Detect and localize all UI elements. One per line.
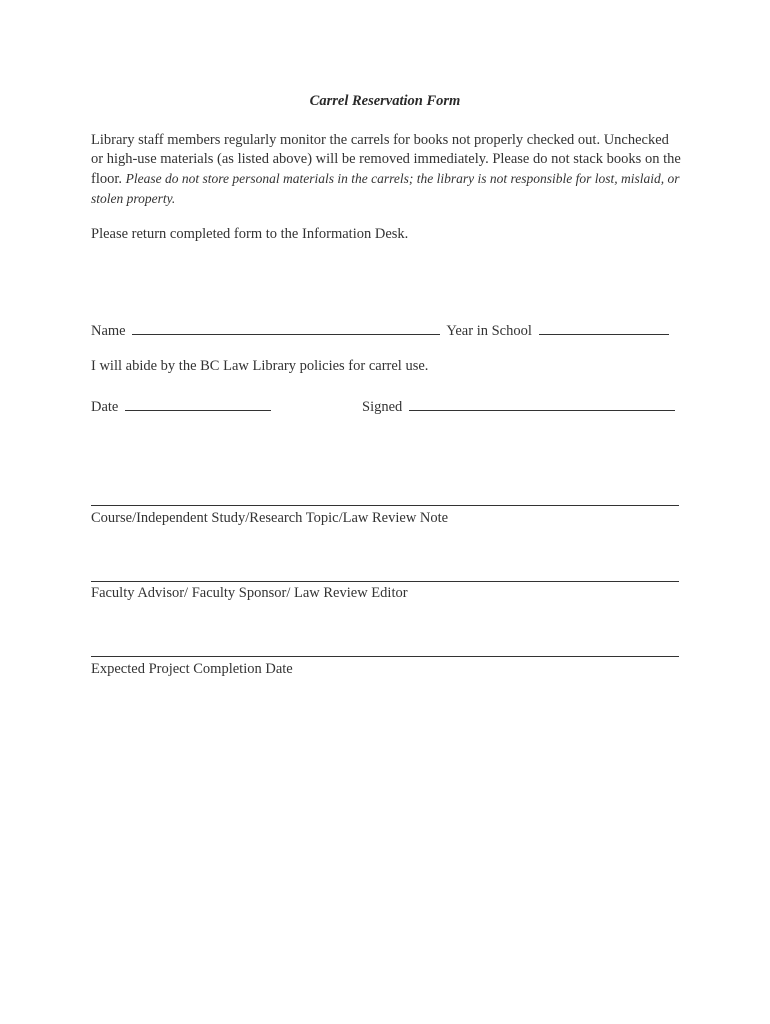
date-label: Date	[91, 399, 119, 415]
name-row	[91, 320, 672, 340]
name-label: Name	[91, 323, 126, 339]
year-label: Year in School	[446, 323, 532, 339]
year-field[interactable]	[539, 320, 669, 335]
date-field[interactable]	[125, 396, 271, 411]
name-field[interactable]	[132, 320, 440, 335]
intro-disclaimer: Please do not store personal materials in the carrels; the library is not responsible for lost, mislaid, or stolen property.	[91, 171, 680, 206]
policy-statement: I will abide by the BC Law Library policies for carrel use.	[91, 358, 429, 374]
signature-field[interactable]	[409, 396, 675, 411]
advisor-field[interactable]	[91, 581, 679, 582]
intro-text: Library staff members regularly monitor the carrels for books not properly checked out. Unchecked or high-use materials (as listed above) will be removed immediately. Please do not stack books on the floor.	[91, 132, 681, 187]
date-row	[91, 396, 274, 416]
course-field[interactable]	[91, 505, 679, 506]
signed-label: Signed	[362, 399, 403, 415]
form-title: Carrel Reservation Form	[309, 93, 461, 109]
signed-row	[362, 396, 678, 416]
completion-label: Expected Project Completion Date	[91, 661, 293, 677]
advisor-label: Faculty Advisor/ Faculty Sponsor/ Law Review Editor	[91, 585, 408, 601]
course-label: Course/Independent Study/Research Topic/Law Review Note	[91, 510, 449, 526]
intro-paragraph	[91, 131, 681, 209]
return-note: Please return completed form to the Information Desk.	[91, 226, 409, 242]
completion-date-field[interactable]	[91, 656, 679, 657]
